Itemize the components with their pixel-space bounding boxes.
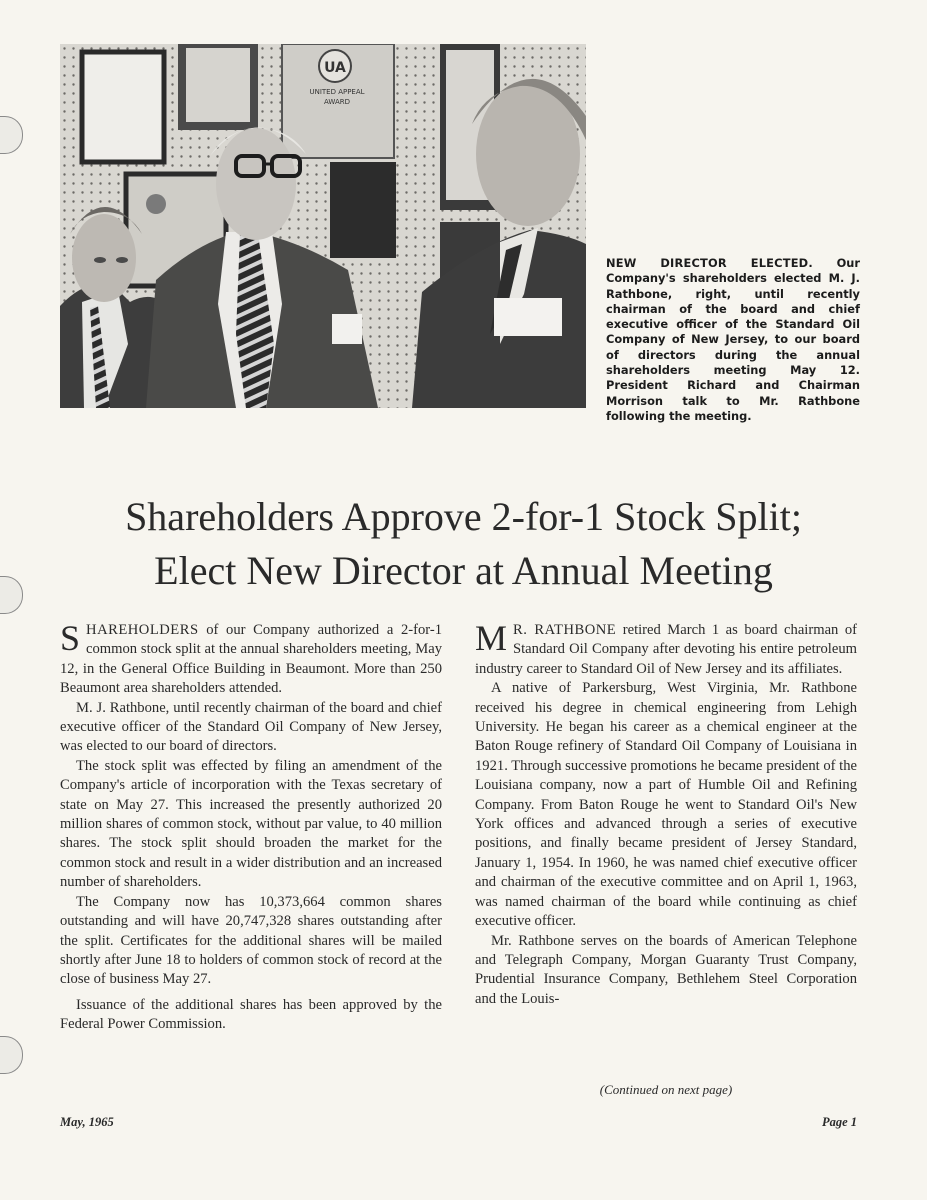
- plaque-subtitle: AWARD: [324, 98, 350, 106]
- photo-caption: [606, 256, 860, 424]
- article-column-right: [475, 618, 857, 1009]
- plaque-title: UNITED APPEAL: [309, 88, 365, 96]
- paragraph: [475, 618, 857, 679]
- article-column-left: [60, 618, 442, 1035]
- paragraph: The Company now has 10,373,664 common shares outstanding and will have 20,747,328 shares outstanding after the split. Certificates for the additional shares will be mailed shortly after June 18 to holders of common stock of record at the close of business May 27.: [60, 893, 442, 988]
- plaque-logo: UA: [324, 60, 346, 76]
- caption-body: Our Company's shareholders elected M. J. Rathbone, right, until recently chairman of the board and chief executive officer of the Standard Oil Company of New Jersey, to our board of directors during the annual shareholders meeting May 12. President Richard and Chairman Morrison talk to Mr. Rathbone following the meeting.: [606, 256, 860, 423]
- news-photo: [60, 44, 586, 408]
- article-headline: [40, 490, 887, 598]
- punch-hole: [0, 576, 23, 614]
- drop-cap: M: [475, 618, 508, 658]
- paragraph: Mr. Rathbone serves on the boards of American Telephone and Telegraph Company, Morgan Guaranty Trust Company, Prudential Insurance Company, Bethlehem Steel Corporation and the Louis-: [475, 932, 857, 1007]
- drop-cap: S: [60, 618, 81, 658]
- paragraph-text: retired March 1 as board chairman of Standard Oil Company after devoting his entire petroleum industry career to Standard Oil of New Jersey and its affiliates.: [475, 622, 857, 677]
- continued-note: (Continued on next page): [599, 1082, 733, 1097]
- paragraph-text: of our Company authorized a 2-for-1 common stock split at the annual shareholders meeting, May 12, in the General Office Building in Beaumont. More than 250 Beaumont area shareholders attended.: [60, 622, 442, 697]
- paragraph: [60, 618, 442, 699]
- paragraph: A native of Parkersburg, West Virginia, Mr. Rathbone received his degree in chemical engineering from Lehigh University. He began his career as a chemical engineer at the Baton Rouge refinery of Standard Oil Company of Louisiana in 1921. Through successive promotions he became president of the Louisiana company, now a part of Humble Oil and Refining Company. From Baton Rouge he went to Standard Oil's New York offices and advanced through a series of executive positions, and finally became president of Jersey Standard, January 1, 1954. In 1960, he was named chief executive officer and chairman of the executive committee and on April 1, 1963, was named chairman of the board while continuing as chief executive officer.: [475, 680, 857, 930]
- paragraph: M. J. Rathbone, until recently chairman of the board and chief executive officer of the Standard Oil Company of New Jersey, was elected to our board of directors.: [60, 699, 442, 755]
- punch-hole: [0, 116, 23, 154]
- opening-caps: R. RATHBONE: [513, 622, 617, 638]
- paragraph: The stock split was effected by filing an amendment of the Company's article of incorporation with the Texas secretary of state on May 27. This increased the presently authorized 20 million shares of common stock, without par value, to 40 million shares. The stock split should broaden the market for the common stock and result in a wider distribution and an increased number of shareholders.: [60, 757, 442, 891]
- headline-line-1: Shareholders Approve 2-for-1 Stock Split;: [125, 494, 802, 539]
- caption-lead: NEW DIRECTOR ELECTED.: [606, 256, 813, 270]
- photo-illustration: [60, 44, 586, 408]
- punch-hole: [0, 1036, 23, 1074]
- opening-caps: HAREHOLDERS: [86, 622, 199, 638]
- footer-page-number: Page 1: [821, 1115, 857, 1129]
- paragraph: Issuance of the additional shares has been approved by the Federal Power Commission.: [60, 996, 442, 1033]
- footer-date: May, 1965: [60, 1115, 114, 1129]
- headline-line-2: Elect New Director at Annual Meeting: [154, 548, 773, 593]
